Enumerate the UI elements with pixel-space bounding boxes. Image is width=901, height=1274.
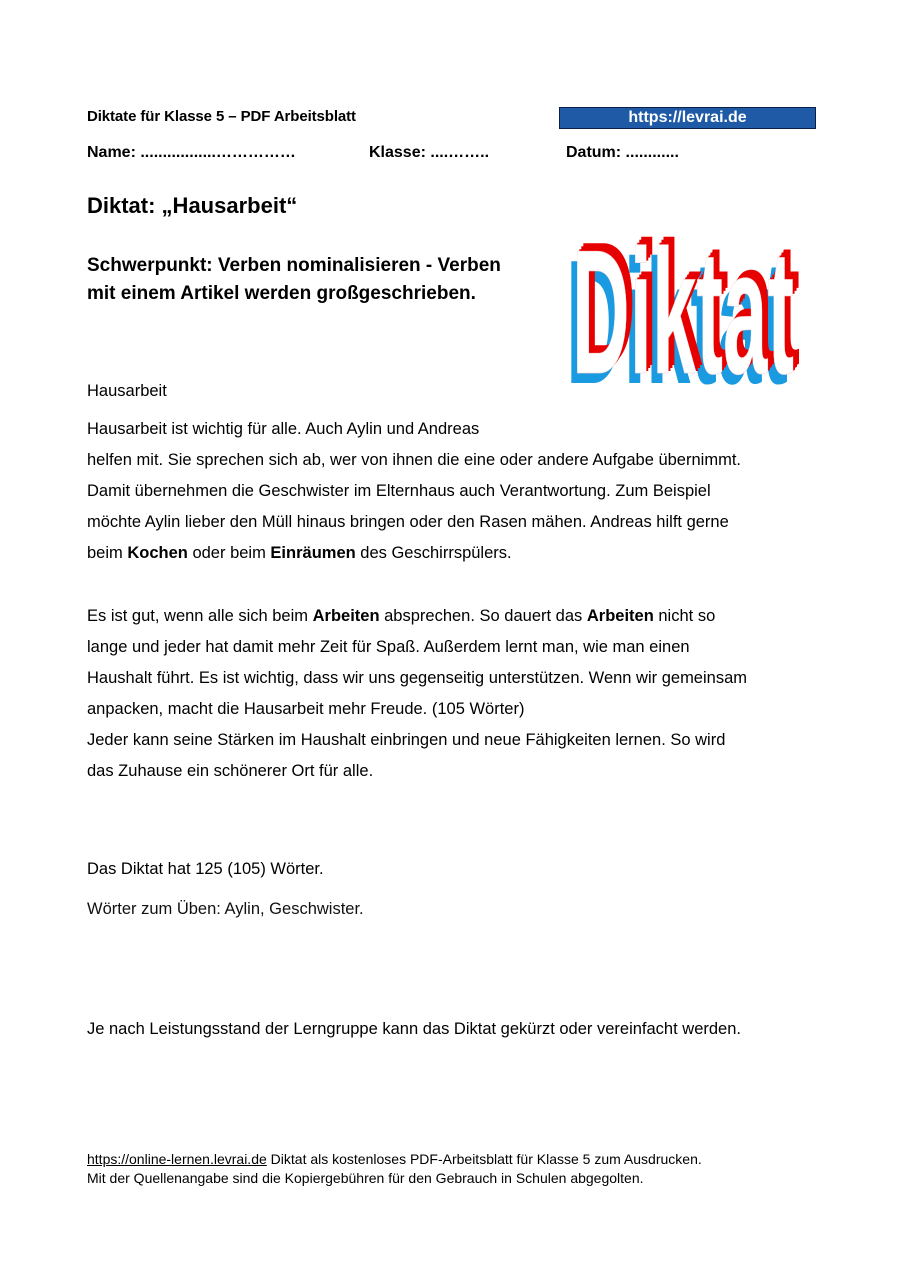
text-line <box>87 538 827 569</box>
footer-line-2: Mit der Quellenangabe sind die Kopiergebühren für den Gebrauch in Schulen abgegolten. <box>87 1170 644 1186</box>
text-run: Jeder kann seine Stärken im Haushalt einbringen und neue Fähigkeiten lernen. So wird <box>87 731 726 749</box>
bold-word: Arbeiten <box>586 607 654 625</box>
text-run: beim <box>87 544 128 562</box>
text-line <box>87 632 827 663</box>
text-run: Damit übernehmen die Geschwister im Elternhaus auch Verantwortung. Zum Beispiel <box>87 482 711 500</box>
date-field[interactable]: Datum: ............ <box>566 144 679 161</box>
text-line <box>87 725 827 756</box>
text-run: Es ist gut, wenn alle sich beim <box>87 607 313 625</box>
text-run: Haushalt führt. Es ist wichtig, dass wir uns gegenseitig unterstützen. Wenn wir gemeinsam <box>87 669 747 687</box>
story-paragraph-2 <box>87 601 827 787</box>
worksheet-header-title: Diktate für Klasse 5 – PDF Arbeitsblatt <box>87 108 356 125</box>
text-line <box>87 756 827 787</box>
class-field[interactable]: Klasse: ....…….. <box>369 144 490 161</box>
text-line <box>87 663 827 694</box>
story-paragraph-1 <box>87 414 827 569</box>
text-run: das Zuhause ein schönerer Ort für alle. <box>87 762 374 780</box>
text-line <box>87 445 827 476</box>
diktat-logo-image <box>566 196 806 391</box>
bold-word: Kochen <box>127 544 188 562</box>
site-url-badge[interactable]: https://levrai.de <box>559 107 816 129</box>
footer <box>87 1150 702 1188</box>
document-title: Diktat: „Hausarbeit“ <box>87 193 298 218</box>
text-run: absprechen. So dauert das <box>379 607 587 625</box>
bold-word: Einräumen <box>270 544 356 562</box>
text-line <box>87 694 827 725</box>
diktat-wordart-icon <box>566 196 806 391</box>
footer-link[interactable]: https://online-lernen.levrai.de <box>87 1151 267 1167</box>
text-line <box>87 601 827 632</box>
text-run: möchte Aylin lieber den Müll hinaus bringen oder den Rasen mähen. Andreas hilft gerne <box>87 513 729 531</box>
bold-word: Arbeiten <box>312 607 380 625</box>
text-run: oder beim <box>187 544 271 562</box>
word-count: Das Diktat hat 125 (105) Wörter. <box>87 860 324 878</box>
text-line <box>87 476 827 507</box>
text-line <box>87 507 827 538</box>
text-run: des Geschirrspülers. <box>355 544 512 562</box>
focus-topic: Schwerpunkt: Verben nominalisieren - Verben mit einem Artikel werden großgeschrieben. <box>87 255 501 304</box>
text-run: anpacken, macht die Hausarbeit mehr Freude. (105 Wörter) <box>87 700 525 718</box>
text-run: nicht so <box>653 607 716 625</box>
story-heading: Hausarbeit <box>87 382 167 400</box>
text-line <box>87 414 827 445</box>
name-field[interactable]: Name: .................…………… <box>87 144 296 161</box>
footer-line-1-text: Diktat als kostenloses PDF-Arbeitsblatt für Klasse 5 zum Ausdrucken. <box>266 1151 702 1167</box>
text-run: helfen mit. Sie sprechen sich ab, wer von ihnen die eine oder andere Aufgabe übernimmt. <box>87 451 741 469</box>
footer-line-1 <box>87 1150 702 1169</box>
teacher-note: Je nach Leistungsstand der Lerngruppe kann das Diktat gekürzt oder vereinfacht werden. <box>87 1020 741 1038</box>
practice-words: Wörter zum Üben: Aylin, Geschwister. <box>87 900 364 918</box>
text-run: Hausarbeit ist wichtig für alle. Auch Aylin und Andreas <box>87 420 480 438</box>
text-run: lange und jeder hat damit mehr Zeit für Spaß. Außerdem lernt man, wie man einen <box>87 638 690 656</box>
